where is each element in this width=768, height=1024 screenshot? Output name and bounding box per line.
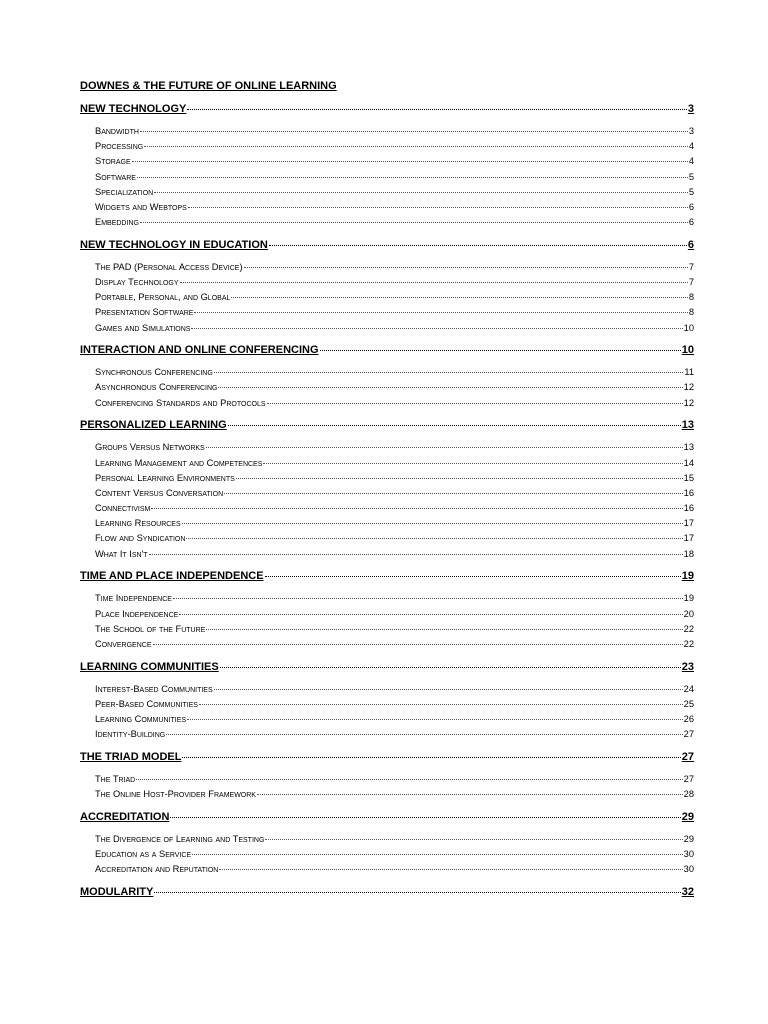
toc-entry-page: 4 (688, 156, 694, 167)
dot-leader (218, 386, 682, 388)
toc-entry-row[interactable] (80, 260, 694, 275)
toc-entry-row[interactable] (80, 471, 694, 486)
toc-section-page: 6 (687, 238, 694, 251)
toc-entry-page: 17 (683, 533, 694, 544)
dot-leader (151, 507, 682, 509)
dot-leader (199, 703, 683, 705)
toc-section-page: 23 (681, 660, 694, 673)
dot-leader (182, 756, 680, 758)
toc-entry-row[interactable] (80, 215, 694, 230)
toc-entry-title: The Divergence of Learning and Testing (95, 833, 265, 844)
toc-entry-title: Learning Management and Competences (95, 457, 263, 468)
toc-entry-page: 13 (683, 442, 694, 453)
toc-entry-row[interactable] (80, 637, 694, 652)
toc-section-title: PERSONALIZED LEARNING (80, 419, 227, 432)
toc-entry-title: The Triad (95, 773, 136, 784)
toc-section-title: NEW TECHNOLOGY (80, 103, 187, 115)
toc-entry-title: The Online Host-Provider Framework (95, 789, 256, 799)
toc-entry-row[interactable] (80, 772, 694, 787)
toc-section-row[interactable] (80, 809, 694, 825)
toc-section-row[interactable] (80, 659, 694, 675)
toc-entry-title: Software (95, 171, 136, 182)
toc-entry-row[interactable] (80, 365, 694, 380)
toc-entry-row[interactable] (80, 787, 694, 802)
toc-entry-title: Personal Learning Environments (95, 472, 235, 483)
toc-entry-page: 12 (683, 397, 694, 408)
dot-leader (269, 244, 687, 246)
toc-entry-page: 25 (683, 698, 694, 709)
toc-entry-row[interactable] (80, 456, 694, 471)
dot-leader (219, 868, 682, 870)
toc-entry-row[interactable] (80, 862, 694, 877)
toc-entry-title: Storage (95, 156, 131, 167)
toc-entry-page: 20 (683, 608, 694, 619)
toc-entry-page: 26 (683, 713, 694, 724)
toc-entry-row[interactable] (80, 607, 694, 622)
dot-leader (206, 446, 683, 448)
dot-leader (149, 553, 683, 555)
dot-leader (236, 477, 683, 479)
dot-leader (140, 221, 688, 223)
toc-entry-page: 30 (683, 848, 694, 859)
toc-section-row[interactable] (80, 237, 694, 253)
toc-entry-title: Processing (95, 141, 144, 152)
toc-entry-page: 27 (683, 773, 694, 784)
toc-section-row[interactable] (80, 101, 694, 117)
dot-leader (214, 371, 684, 373)
dot-leader (188, 206, 688, 208)
toc-section-row[interactable] (80, 342, 694, 358)
toc-section-title: LEARNING COMMUNITIES (80, 660, 219, 673)
toc-entry-title: Identity-Building (95, 729, 166, 740)
toc-entry-page: 16 (683, 503, 694, 514)
toc-entry-page: 5 (688, 171, 694, 182)
toc-entry-row[interactable] (80, 290, 694, 305)
toc-entry-row[interactable] (80, 697, 694, 712)
toc-section-page: 32 (681, 885, 694, 898)
dot-leader (224, 492, 683, 494)
spacer (80, 825, 694, 832)
dot-leader (144, 145, 688, 147)
toc-entry-row[interactable] (80, 531, 694, 546)
toc-section-title: TIME AND PLACE INDEPENDENCE (80, 570, 264, 583)
toc-entry-page: 5 (688, 186, 694, 197)
toc-entry-page: 22 (683, 638, 694, 649)
spacer (80, 253, 694, 260)
toc-entry-row[interactable] (80, 185, 694, 200)
spacer (80, 358, 694, 365)
toc-section-title: NEW TECHNOLOGY IN EDUCATION (80, 238, 268, 251)
toc-entry-title: Convergence (95, 638, 152, 649)
dot-leader (267, 402, 683, 404)
toc-entry-page: 6 (688, 217, 694, 228)
toc-entry-title: Accreditation and Reputation (95, 864, 219, 875)
toc-entry-title: Conferencing Standards and Protocols (95, 397, 266, 408)
toc-entry-title: Education as a Service (95, 848, 192, 859)
toc-entry-page: 11 (684, 367, 694, 378)
toc-entry-page: 3 (688, 126, 694, 136)
toc-entry-title: Flow and Syndication (95, 533, 186, 544)
toc-entry-page: 7 (688, 277, 694, 287)
toc-entry-page: 15 (683, 472, 694, 483)
dot-leader (263, 462, 682, 464)
dot-leader (140, 130, 688, 132)
dot-leader (137, 176, 688, 178)
dot-leader (231, 296, 687, 298)
toc-entry-row[interactable] (80, 200, 694, 215)
dot-leader (320, 349, 681, 351)
toc-entry-title: Asynchronous Conferencing (95, 382, 218, 393)
toc-entry-row[interactable] (80, 124, 694, 139)
toc-entry-page: 4 (688, 141, 694, 152)
toc-section-title: INTERACTION AND ONLINE CONFERENCING (80, 344, 319, 357)
toc-entry-page: 6 (688, 201, 694, 212)
toc-entry-title: Peer-Based Communities (95, 698, 198, 709)
toc-entry-row[interactable] (80, 682, 694, 697)
spacer (80, 433, 694, 440)
toc-entry-title: Learning Resources (95, 518, 181, 529)
toc-entry-page: 16 (683, 487, 694, 498)
toc-entry-title: Synchronous Conferencing (95, 367, 213, 378)
toc-entry-page: 18 (683, 548, 694, 559)
toc-section-page: 19 (681, 570, 694, 583)
dot-leader (220, 666, 681, 668)
dot-leader (244, 266, 688, 268)
toc-entry-title: Bandwidth (95, 126, 139, 136)
toc-section-title: THE TRIAD MODEL (80, 750, 182, 763)
dot-leader (257, 793, 683, 795)
toc-entry-page: 28 (683, 789, 694, 799)
toc-entry-title: Specialization (95, 186, 154, 197)
toc-entry-page: 8 (688, 307, 694, 318)
dot-leader (166, 733, 682, 735)
toc-section-row[interactable] (80, 568, 694, 584)
toc-section-title: ACCREDITATION (80, 810, 170, 823)
toc-entry-row[interactable] (80, 547, 694, 562)
toc-entry-title: The School of the Future (95, 623, 206, 634)
dot-leader (187, 108, 687, 110)
toc-section-page: 29 (681, 810, 694, 823)
toc-list (80, 101, 694, 900)
toc-entry-title: Portable, Personal, and Global (95, 292, 231, 303)
toc-entry-row[interactable] (80, 516, 694, 531)
toc-entry-row[interactable] (80, 501, 694, 516)
dot-leader (179, 613, 682, 615)
dot-leader (191, 327, 682, 329)
toc-entry-page: 8 (688, 292, 694, 303)
toc-entry-title: Display Technology (95, 277, 179, 287)
toc-entry-page: 10 (683, 322, 694, 333)
toc-entry-row[interactable] (80, 486, 694, 501)
toc-entry-row[interactable] (80, 396, 694, 411)
dot-leader (186, 537, 682, 539)
dot-leader (180, 281, 688, 283)
toc-entry-row[interactable] (80, 154, 694, 169)
dot-leader (132, 160, 688, 162)
dot-leader (192, 853, 683, 855)
toc-entry-title: Place Independence (95, 608, 179, 619)
spacer (80, 765, 694, 772)
toc-entry-row[interactable] (80, 170, 694, 185)
toc-entry-page: 19 (683, 593, 694, 604)
toc-entry-row[interactable] (80, 305, 694, 320)
toc-section-row[interactable] (80, 884, 694, 900)
toc-section-row[interactable] (80, 417, 694, 433)
dot-leader (136, 778, 682, 780)
toc-section-title: MODULARITY (80, 885, 154, 898)
spacer (80, 584, 694, 591)
spacer (80, 117, 694, 124)
toc-entry-title: Groups Versus Networks (95, 442, 205, 453)
toc-section-row[interactable] (80, 749, 694, 765)
toc-entry-row[interactable] (80, 139, 694, 154)
toc-entry-title: Content Versus Conversation (95, 487, 224, 498)
toc-entry-row[interactable] (80, 440, 694, 455)
toc-entry-page: 17 (683, 518, 694, 529)
toc-entry-row[interactable] (80, 847, 694, 862)
dot-leader (173, 597, 683, 599)
toc-entry-title: Games and Simulations (95, 322, 191, 333)
toc-entry-row[interactable] (80, 591, 694, 606)
dot-leader (206, 628, 682, 630)
toc-entry-row[interactable] (80, 380, 694, 395)
toc-entry-title: What It Isn't (95, 548, 148, 559)
toc-entry-page: 22 (683, 623, 694, 634)
dot-leader (187, 718, 683, 720)
table-of-contents (80, 79, 694, 900)
toc-entry-page: 12 (683, 382, 694, 393)
dot-leader (228, 424, 681, 426)
toc-entry-row[interactable] (80, 832, 694, 847)
dot-leader (265, 575, 681, 577)
dot-leader (154, 191, 688, 193)
toc-entry-page: 14 (683, 457, 694, 468)
dot-leader (154, 891, 680, 893)
toc-entry-title: Embedding (95, 217, 139, 228)
toc-entry-row[interactable] (80, 712, 694, 727)
toc-entry-page: 27 (683, 729, 694, 740)
toc-entry-title: Presentation Software (95, 307, 194, 318)
spacer (80, 675, 694, 682)
toc-entry-row[interactable] (80, 727, 694, 742)
toc-entry-row[interactable] (80, 622, 694, 637)
toc-entry-page: 30 (683, 864, 694, 875)
document-title: DOWNES & THE FUTURE OF ONLINE LEARNING (80, 80, 337, 92)
dot-leader (214, 688, 683, 690)
toc-section-page: 10 (681, 344, 694, 357)
dot-leader (265, 838, 682, 840)
toc-entry-title: Widgets and Webtops (95, 201, 187, 212)
toc-entry-title: Interest-Based Communities (95, 683, 213, 694)
toc-entry-title: Time Independence (95, 593, 172, 604)
toc-entry-row[interactable] (80, 275, 694, 290)
toc-entry-row[interactable] (80, 321, 694, 336)
dot-leader (170, 816, 680, 818)
toc-entry-title: Learning Communities (95, 713, 187, 724)
toc-entry-page: 24 (683, 683, 694, 694)
toc-section-page: 3 (687, 103, 694, 115)
toc-entry-page: 29 (683, 833, 694, 844)
toc-section-page: 13 (681, 419, 694, 432)
dot-leader (194, 311, 687, 313)
toc-entry-page: 7 (688, 261, 694, 272)
toc-entry-title: Connectivism (95, 503, 151, 514)
toc-entry-title: The PAD (Personal Access Device) (95, 261, 243, 272)
dot-leader (153, 643, 683, 645)
dot-leader (182, 522, 683, 524)
toc-section-page: 27 (681, 750, 694, 763)
